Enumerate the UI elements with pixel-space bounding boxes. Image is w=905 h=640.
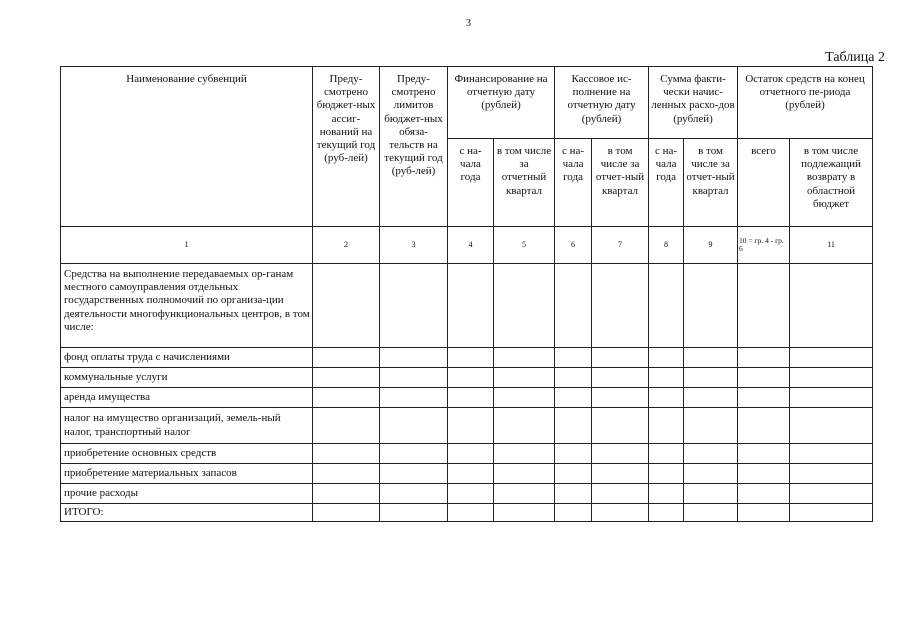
table-cell: [592, 348, 649, 368]
header-cash-execution: Кассовое ис-полнение на отчетную дату (рублей): [555, 67, 649, 139]
table-cell: [380, 484, 448, 504]
table-cell: [494, 348, 555, 368]
table-cell: [494, 484, 555, 504]
table-cell: [494, 388, 555, 408]
table-cell: [684, 368, 738, 388]
header-cash-from-start: с на-чала года: [555, 139, 592, 227]
table-cell: [738, 348, 790, 368]
table-cell: [555, 464, 592, 484]
table-cell: [448, 388, 494, 408]
column-number: 11: [790, 227, 873, 264]
header-cash-quarter: в том числе за отчет-ный квартал: [592, 139, 649, 227]
table-cell: [448, 368, 494, 388]
table-cell: [592, 444, 649, 464]
row-label: Средства на выполнение передаваемых ор-ганам местного самоуправления отдельных государственных полномочий по организа-ции деятельности многофункциональных центров, в том числе:: [61, 264, 313, 348]
table-cell: [380, 504, 448, 522]
table-cell: [790, 388, 873, 408]
column-number: 6: [555, 227, 592, 264]
table-cell: [790, 484, 873, 504]
table-cell: [738, 484, 790, 504]
table-cell: [592, 504, 649, 522]
table-cell: [684, 464, 738, 484]
table-cell: [448, 464, 494, 484]
table-cell: [494, 368, 555, 388]
table-cell: [592, 388, 649, 408]
subvention-report-table: [60, 66, 873, 522]
table-cell: [380, 408, 448, 444]
header-financing-quarter: в том числе за отчетный квартал: [494, 139, 555, 227]
row-label-total: ИТОГО:: [61, 504, 313, 522]
table-cell: [790, 264, 873, 348]
table-cell: [448, 408, 494, 444]
table-cell: [790, 408, 873, 444]
table-cell: [313, 504, 380, 522]
column-number: 2: [313, 227, 380, 264]
table-cell: [494, 264, 555, 348]
table-cell: [313, 484, 380, 504]
column-number-row: [61, 227, 873, 264]
table-cell: [738, 504, 790, 522]
table-cell: [380, 464, 448, 484]
header-actual-expenses: Сумма факти-чески начис-ленных расхо-дов (рублей): [649, 67, 738, 139]
table-row: [61, 504, 873, 522]
table-cell: [649, 368, 684, 388]
table-cell: [592, 464, 649, 484]
header-name: Наименование субвенций: [61, 67, 313, 227]
table-row: [61, 264, 873, 348]
table-cell: [592, 484, 649, 504]
header-actual-from-start: с на-чала года: [649, 139, 684, 227]
table-cell: [380, 444, 448, 464]
table-cell: [684, 264, 738, 348]
table-cell: [448, 444, 494, 464]
table-cell: [649, 348, 684, 368]
table-cell: [649, 484, 684, 504]
header-planned-limits: Преду-смотрено лимитов бюджет-ных обяза-тельств на текущий год (руб-лей): [380, 67, 448, 227]
column-number: 7: [592, 227, 649, 264]
table-cell: [649, 388, 684, 408]
table-row: [61, 464, 873, 484]
table-cell: [738, 388, 790, 408]
table-cell: [555, 348, 592, 368]
column-number: 1: [61, 227, 313, 264]
table-cell: [448, 484, 494, 504]
table-cell: [448, 348, 494, 368]
table-cell: [738, 444, 790, 464]
column-number: 10 = гр. 4 - гр. 6: [738, 227, 790, 264]
table-cell: [313, 388, 380, 408]
table-cell: [555, 444, 592, 464]
row-label: коммунальные услуги: [61, 368, 313, 388]
table-cell: [380, 264, 448, 348]
table-cell: [738, 368, 790, 388]
table-cell: [684, 444, 738, 464]
table-cell: [494, 504, 555, 522]
table-cell: [448, 264, 494, 348]
row-label: фонд оплаты труда с начислениями: [61, 348, 313, 368]
table-row: [61, 484, 873, 504]
table-cell: [790, 348, 873, 368]
table-cell: [380, 348, 448, 368]
table-cell: [555, 408, 592, 444]
table-row: [61, 348, 873, 368]
table-cell: [738, 408, 790, 444]
table-cell: [555, 388, 592, 408]
header-balance: Остаток средств на конец отчетного пе-риода (рублей): [738, 67, 873, 139]
table-row: [61, 388, 873, 408]
row-label: приобретение материальных запасов: [61, 464, 313, 484]
column-number: 4: [448, 227, 494, 264]
table-cell: [313, 348, 380, 368]
header-balance-refund: в том числе подлежащий возврату в областной бюджет: [790, 139, 873, 227]
header-planned-assignments: Преду-смотрено бюджет-ных ассиг-нований на текущий год (руб-лей): [313, 67, 380, 227]
table-cell: [555, 368, 592, 388]
table-caption: Таблица 2: [825, 50, 885, 65]
table-cell: [649, 464, 684, 484]
table-cell: [313, 368, 380, 388]
table-cell: [494, 408, 555, 444]
table-cell: [555, 504, 592, 522]
table-cell: [380, 368, 448, 388]
header-financing-from-start: с на-чала года: [448, 139, 494, 227]
table-cell: [313, 408, 380, 444]
table-row: [61, 368, 873, 388]
column-number: 5: [494, 227, 555, 264]
page-number: 3: [466, 18, 471, 29]
table-cell: [649, 264, 684, 348]
table-cell: [684, 348, 738, 368]
table-cell: [592, 368, 649, 388]
table-cell: [738, 264, 790, 348]
table-cell: [592, 408, 649, 444]
table-cell: [313, 464, 380, 484]
row-label: приобретение основных средств: [61, 444, 313, 464]
table-cell: [649, 504, 684, 522]
row-label: аренда имущества: [61, 388, 313, 408]
header-balance-total: всего: [738, 139, 790, 227]
header-actual-quarter: в том числе за отчет-ный квартал: [684, 139, 738, 227]
table-cell: [448, 504, 494, 522]
table-cell: [313, 444, 380, 464]
table-cell: [649, 408, 684, 444]
table-cell: [380, 388, 448, 408]
table-cell: [790, 444, 873, 464]
header-financing: Финансирование на отчетную дату (рублей): [448, 67, 555, 139]
row-label: прочие расходы: [61, 484, 313, 504]
table-cell: [790, 504, 873, 522]
table-cell: [494, 464, 555, 484]
table-cell: [313, 264, 380, 348]
table-cell: [555, 484, 592, 504]
table-cell: [790, 464, 873, 484]
table-cell: [738, 464, 790, 484]
table-cell: [684, 388, 738, 408]
row-label: налог на имущество организаций, земель-ный налог, транспортный налог: [61, 408, 313, 444]
column-number: 3: [380, 227, 448, 264]
column-number: 9: [684, 227, 738, 264]
table-cell: [684, 484, 738, 504]
table-cell: [649, 444, 684, 464]
table-cell: [684, 408, 738, 444]
table-cell: [555, 264, 592, 348]
table-cell: [592, 264, 649, 348]
table-cell: [790, 368, 873, 388]
column-number: 8: [649, 227, 684, 264]
table-row: [61, 444, 873, 464]
table-cell: [494, 444, 555, 464]
table-row: [61, 408, 873, 444]
table-cell: [684, 504, 738, 522]
